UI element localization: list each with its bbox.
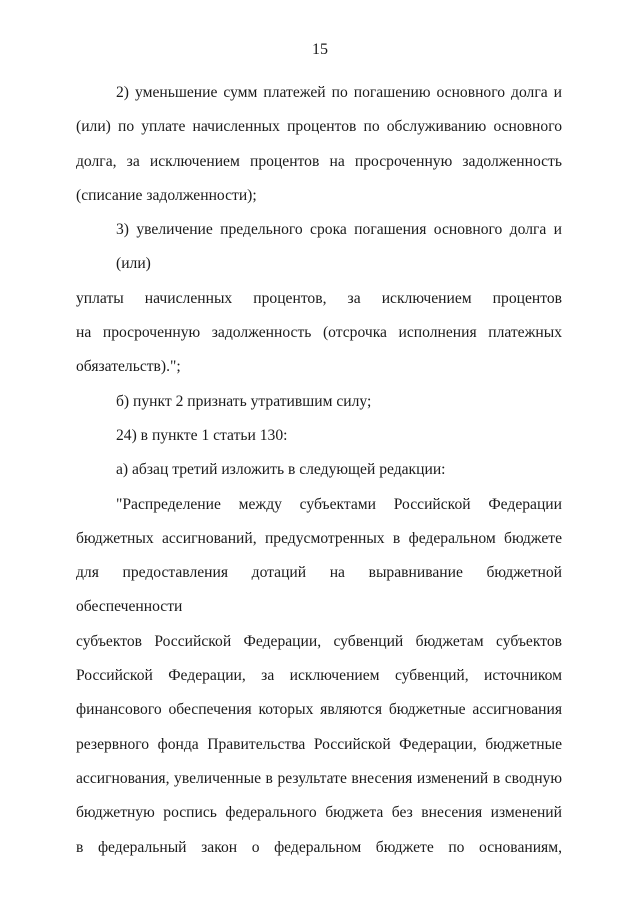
text-line: (списание задолженности); [76, 186, 257, 204]
text-line: уплаты начисленных процентов, за исключением процентов [76, 289, 562, 307]
text-line: на просроченную задолженность (отсрочка исполнения платежных [76, 324, 562, 342]
text-line: финансового обеспечения которых являются бюджетные ассигнования [76, 701, 562, 719]
text-line: в федеральный закон о федеральном бюджете по основаниям, [76, 838, 562, 856]
text-line: субъектов Российской Федерации, субвенций бюджетам субъектов [76, 632, 562, 650]
text-line: Российской Федерации, за исключением субвенций, источником [76, 667, 562, 685]
document-body [76, 76, 562, 865]
text-line: (или) по уплате начисленных процентов по обслуживанию основного [76, 118, 562, 136]
text-line: ассигнования, увеличенные в результате внесения изменений в сводную [76, 769, 562, 787]
text-line: бюджетных ассигнований, предусмотренных в федеральном бюджете [76, 529, 562, 547]
text-line: резервного фонда Правительства Российской Федерации, бюджетные [76, 735, 562, 753]
text-line: для предоставления дотаций на выравнивание бюджетной обеспеченности [76, 564, 562, 616]
text-line: "Распределение между субъектами Российской Федерации [116, 495, 562, 513]
paragraph-subitem-a: а) абзац третий изложить в следующей редакции: [116, 461, 446, 479]
text-line: обязательств)."; [76, 358, 181, 376]
paragraph-item-24: 24) в пункте 1 статьи 130: [116, 426, 288, 444]
page-number: 15 [312, 41, 328, 58]
text-line: бюджетную роспись федерального бюджета без внесения изменений [76, 804, 562, 822]
text-line: долга, за исключением процентов на просроченную задолженность [76, 152, 562, 170]
paragraph-item-2 [76, 76, 562, 213]
paragraph-subitem-b: б) пункт 2 признать утратившим силу; [116, 392, 372, 410]
paragraph-quoted-text [76, 488, 562, 865]
text-line: 2) уменьшение сумм платежей по погашению основного долга и [116, 84, 562, 101]
paragraph-item-3 [76, 213, 562, 384]
text-line: 3) увеличение предельного срока погашения основного долга и (или) [116, 221, 562, 273]
